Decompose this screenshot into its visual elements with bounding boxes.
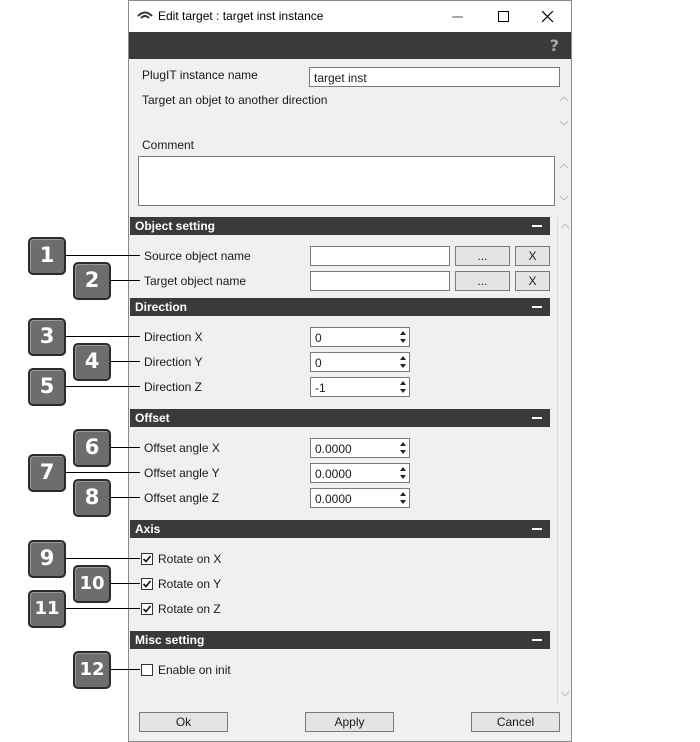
minimize-icon bbox=[452, 11, 464, 23]
direction-x-spinner[interactable] bbox=[310, 327, 410, 347]
collapse-icon[interactable] bbox=[532, 639, 542, 641]
direction-x-value: 0 bbox=[315, 331, 322, 345]
callout-leader bbox=[66, 608, 140, 609]
direction-z-value: -1 bbox=[315, 381, 326, 395]
comment-scrollbar[interactable] bbox=[558, 159, 570, 205]
callout-badge-9: 9 bbox=[28, 540, 66, 578]
direction-x-label: Direction X bbox=[144, 330, 203, 344]
target-object-input[interactable] bbox=[310, 271, 450, 291]
scroll-up-icon bbox=[560, 163, 568, 169]
target-browse-button[interactable]: ... bbox=[455, 271, 510, 291]
section-title: Direction bbox=[135, 300, 188, 314]
comment-label: Comment bbox=[142, 138, 195, 152]
callout-leader bbox=[66, 472, 140, 473]
section-title: Offset bbox=[135, 411, 170, 425]
callout-badge-6: 6 bbox=[73, 429, 111, 467]
target-object-label: Target object name bbox=[144, 274, 247, 288]
rotate-x-label: Rotate on X bbox=[158, 552, 222, 566]
section-title: Axis bbox=[135, 522, 161, 536]
section-misc-setting[interactable] bbox=[130, 631, 550, 649]
close-icon bbox=[542, 11, 554, 23]
spin-down-icon[interactable] bbox=[398, 362, 408, 370]
collapse-icon[interactable] bbox=[532, 225, 542, 227]
direction-z-label: Direction Z bbox=[144, 380, 203, 394]
rotate-y-checkbox[interactable] bbox=[141, 578, 153, 590]
maximize-icon bbox=[498, 11, 510, 23]
callout-leader bbox=[110, 583, 140, 584]
callout-leader bbox=[66, 255, 140, 256]
callout-badge-3: 3 bbox=[28, 318, 66, 356]
comment-textarea[interactable] bbox=[138, 156, 555, 206]
spin-up-icon[interactable] bbox=[398, 354, 408, 362]
spin-up-icon[interactable] bbox=[398, 490, 408, 498]
callout-leader bbox=[66, 336, 140, 337]
instance-name-input[interactable]: target inst bbox=[309, 67, 560, 87]
scroll-down-icon bbox=[560, 195, 568, 201]
edit-target-dialog bbox=[128, 0, 572, 742]
scroll-down-icon bbox=[560, 120, 568, 126]
close-button[interactable] bbox=[525, 1, 571, 32]
callout-badge-1: 1 bbox=[28, 237, 66, 275]
window-title: Edit target : target inst instance bbox=[158, 9, 324, 23]
callout-badge-10: 10 bbox=[73, 565, 111, 603]
rotate-x-checkbox[interactable] bbox=[141, 553, 153, 565]
callout-leader bbox=[110, 361, 140, 362]
checkmark-icon bbox=[142, 579, 152, 589]
callout-leader bbox=[110, 280, 140, 281]
collapse-icon[interactable] bbox=[532, 306, 542, 308]
app-logo-icon bbox=[137, 10, 153, 22]
scroll-up-icon bbox=[561, 223, 569, 229]
enable-on-init-checkbox[interactable] bbox=[141, 664, 153, 676]
section-axis[interactable] bbox=[130, 520, 550, 538]
section-direction[interactable] bbox=[130, 298, 550, 316]
callout-badge-11: 11 bbox=[28, 590, 66, 628]
callout-leader bbox=[66, 386, 140, 387]
collapse-icon[interactable] bbox=[532, 417, 542, 419]
cancel-button[interactable]: Cancel bbox=[471, 712, 560, 732]
callout-leader bbox=[110, 497, 140, 498]
section-offset[interactable] bbox=[130, 409, 550, 427]
callout-badge-2: 2 bbox=[73, 262, 111, 300]
section-title: Object setting bbox=[135, 219, 216, 233]
offset-y-label: Offset angle Y bbox=[144, 466, 220, 480]
spin-down-icon[interactable] bbox=[398, 448, 408, 456]
rotate-z-label: Rotate on Z bbox=[158, 602, 221, 616]
offset-x-spinner[interactable] bbox=[310, 438, 410, 458]
callout-badge-12: 12 bbox=[73, 651, 111, 689]
enable-on-init-label: Enable on init bbox=[158, 663, 231, 677]
instance-name-label: PlugIT instance name bbox=[142, 68, 258, 82]
toolbar bbox=[129, 32, 571, 59]
checkmark-icon bbox=[142, 554, 152, 564]
spin-down-icon[interactable] bbox=[398, 337, 408, 345]
callout-badge-4: 4 bbox=[73, 343, 111, 381]
description-scrollbar[interactable] bbox=[558, 94, 570, 131]
scroll-up-icon bbox=[560, 96, 568, 102]
checkmark-icon bbox=[142, 604, 152, 614]
apply-button[interactable]: Apply bbox=[305, 712, 394, 732]
rotate-y-label: Rotate on Y bbox=[158, 577, 222, 591]
offset-x-label: Offset angle X bbox=[144, 441, 220, 455]
maximize-button[interactable] bbox=[481, 1, 527, 32]
callout-leader bbox=[110, 447, 140, 448]
help-icon[interactable]: ? bbox=[549, 36, 559, 55]
offset-y-value: 0.0000 bbox=[315, 467, 352, 481]
spin-up-icon[interactable] bbox=[398, 440, 408, 448]
callout-leader bbox=[66, 558, 140, 559]
offset-y-spinner[interactable] bbox=[310, 463, 410, 483]
spin-up-icon[interactable] bbox=[398, 379, 408, 387]
source-object-label: Source object name bbox=[144, 249, 251, 263]
minimize-button[interactable] bbox=[435, 1, 481, 32]
callout-leader bbox=[110, 669, 140, 670]
spin-down-icon[interactable] bbox=[398, 473, 408, 481]
settings-panel-scrollbar[interactable] bbox=[557, 217, 571, 705]
offset-z-label: Offset angle Z bbox=[144, 491, 220, 505]
source-object-input[interactable] bbox=[310, 246, 450, 266]
ok-button[interactable]: Ok bbox=[139, 712, 228, 732]
target-clear-button[interactable]: X bbox=[515, 271, 550, 291]
offset-z-value: 0.0000 bbox=[315, 492, 352, 506]
offset-z-spinner[interactable] bbox=[310, 488, 410, 508]
callout-badge-5: 5 bbox=[28, 368, 66, 406]
rotate-z-checkbox[interactable] bbox=[141, 603, 153, 615]
section-title: Misc setting bbox=[135, 633, 205, 647]
callout-badge-7: 7 bbox=[28, 454, 66, 492]
scroll-down-icon bbox=[561, 691, 569, 697]
direction-z-spinner[interactable] bbox=[310, 377, 410, 397]
callout-badge-8: 8 bbox=[73, 479, 111, 517]
collapse-icon[interactable] bbox=[532, 528, 542, 530]
title-bar bbox=[129, 1, 571, 32]
direction-y-label: Direction Y bbox=[144, 355, 203, 369]
spin-down-icon[interactable] bbox=[398, 498, 408, 506]
spin-up-icon[interactable] bbox=[398, 465, 408, 473]
source-clear-button[interactable]: X bbox=[515, 246, 550, 266]
description-text: Target an objet to another direction bbox=[142, 93, 328, 107]
source-browse-button[interactable]: ... bbox=[455, 246, 510, 266]
direction-y-spinner[interactable] bbox=[310, 352, 410, 372]
section-object-setting[interactable] bbox=[130, 217, 550, 235]
spin-up-icon[interactable] bbox=[398, 329, 408, 337]
spin-down-icon[interactable] bbox=[398, 387, 408, 395]
offset-x-value: 0.0000 bbox=[315, 442, 352, 456]
direction-y-value: 0 bbox=[315, 356, 322, 370]
